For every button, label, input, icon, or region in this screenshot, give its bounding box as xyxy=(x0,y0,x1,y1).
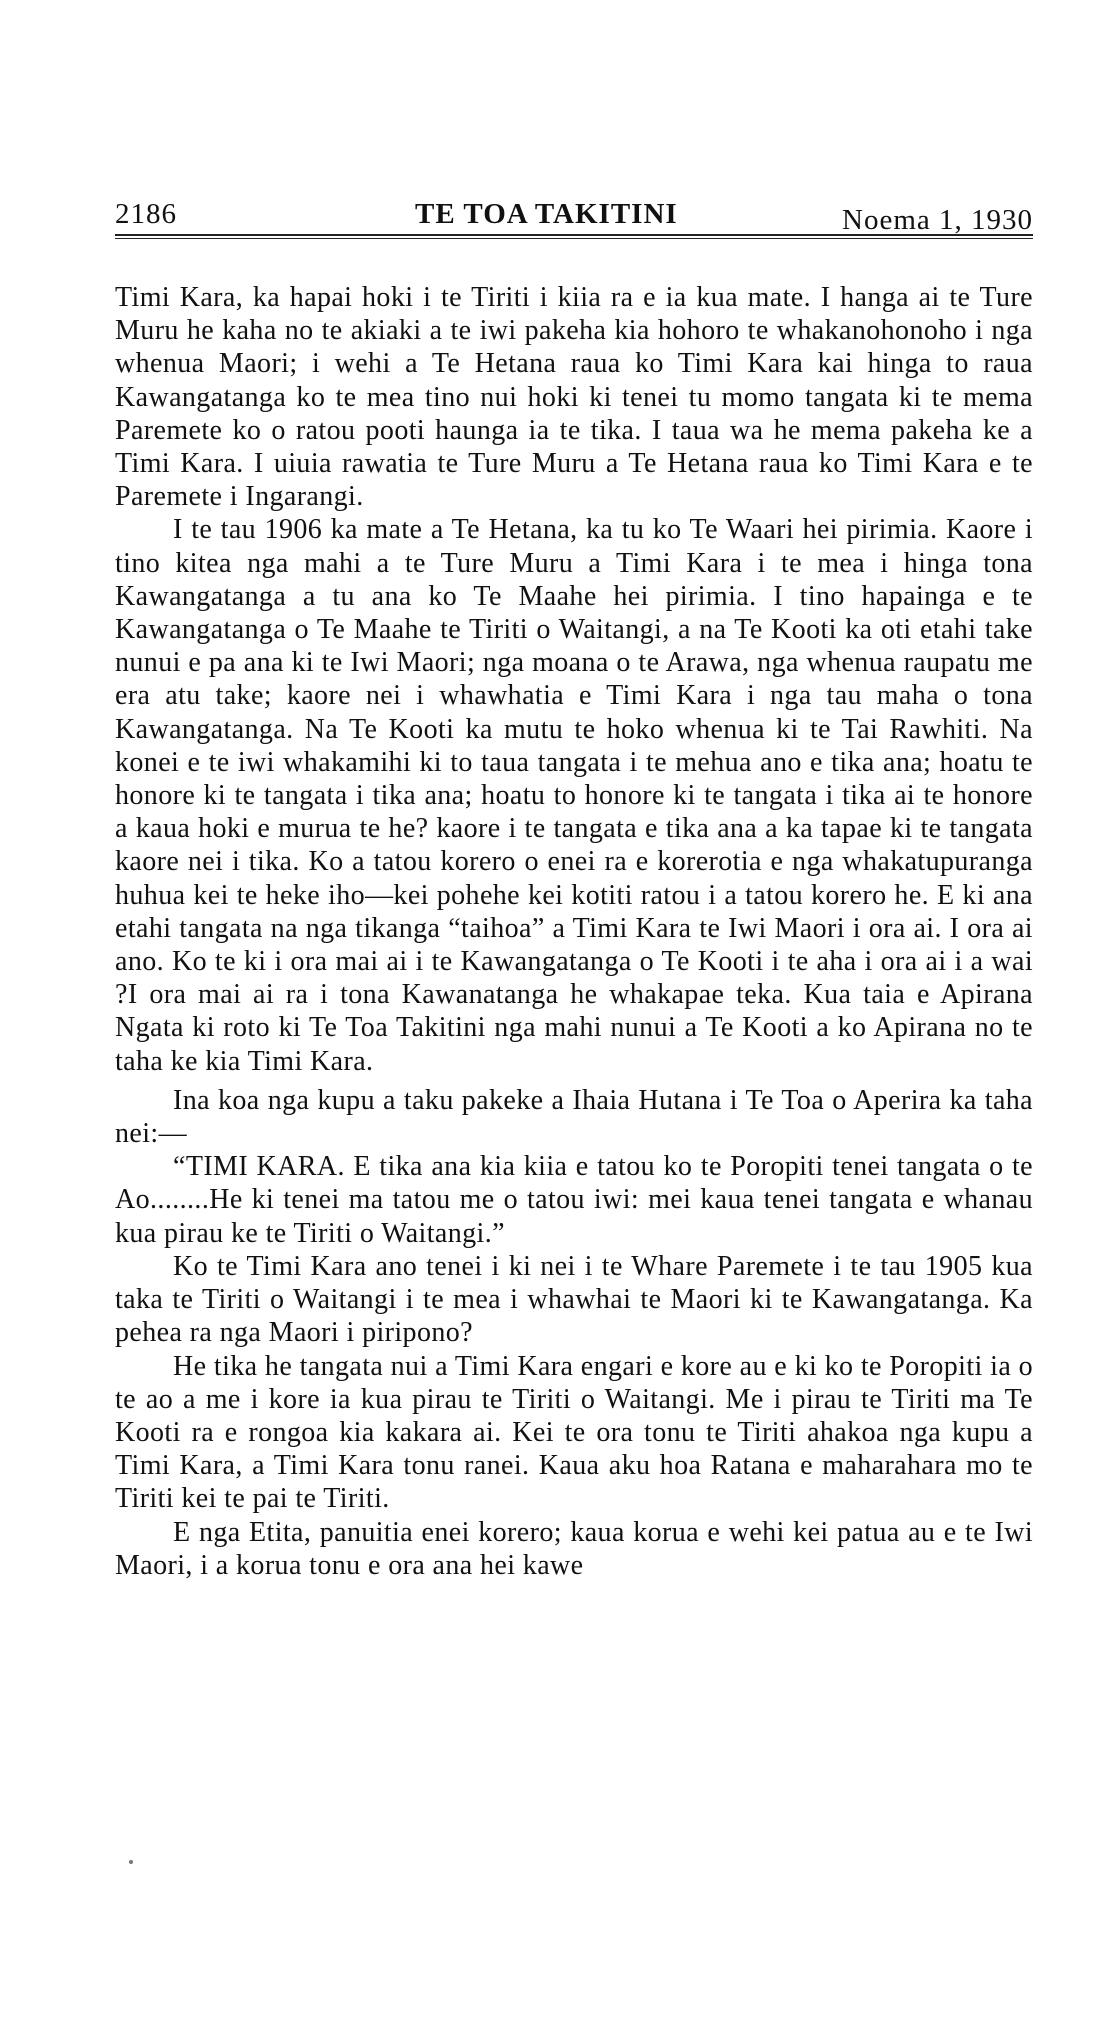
publication-title: TE TOA TAKITINI xyxy=(415,198,678,230)
running-header xyxy=(115,190,1033,236)
paragraph: E nga Etita, panuitia enei korero; kaua korua e wehi kei patua au e te Iwi Maori, i a korua tonu e ora ana hei kawe xyxy=(115,1516,1033,1581)
article-body xyxy=(115,281,1033,1582)
paragraph: Ko te Timi Kara ano tenei i ki nei i te Whare Paremete i te tau 1905 kua taka te Tiriti o Waitangi i te mea i whawhai te Maori ki te Kawangatanga. Ka pehea ra nga Maori i piripono? xyxy=(115,1250,1033,1349)
issue-date: Noema 1, 1930 xyxy=(842,204,1033,236)
paragraph: He tika he tangata nui a Timi Kara engari e kore au e ki ko te Poropiti ia o te ao a me i kore ia kua pirau te Tiriti o Waitangi. Me i pirau te Tiriti ma Te Kooti ra e rongoa kia kakara ai. Kei te ora tonu te Tiriti ahakoa nga kupu a Timi Kara, a Timi Kara tonu ranei. Kaua aku hoa Ratana e maharahara mo te Tiriti kei te pai te Tiriti. xyxy=(115,1350,1033,1515)
page-number: 2186 xyxy=(115,198,177,230)
paragraph: Ina koa nga kupu a taku pakeke a Ihaia Hutana i Te Toa o Aperira ka taha nei:— xyxy=(115,1084,1033,1150)
ink-speck xyxy=(129,1860,133,1864)
newspaper-page xyxy=(115,190,1033,1582)
paragraph: Timi Kara, ka hapai hoki i te Tiriti i kiia ra e ia kua mate. I hanga ai te Ture Muru he kaha no te akiaki a te iwi pakeha kia hohoro te whakanohonoho i nga whenua Maori; i wehi a Te Hetana raua ko Timi Kara kai hinga to raua Kawangatanga ko te mea tino nui hoki ki tenei tu momo tangata ki te mema Paremete ko o ratou pooti haunga ia te tika. I taua wa he mema pakeha ke a Timi Kara. I uiuia rawatia te Ture Muru a Te Hetana raua ko Timi Kara e te Paremete i Ingarangi. xyxy=(115,282,1033,513)
quoted-paragraph: “TIMI KARA. E tika ana kia kiia e tatou ko te Poropiti tenei tangata o te Ao........He ki tenei ma tatou me o tatou iwi: mei kaua tenei tangata e whanau kua pirau ke te Tiriti o Waitangi.” xyxy=(115,1151,1033,1249)
paragraph: I te tau 1906 ka mate a Te Hetana, ka tu ko Te Waari hei pirimia. Kaore i tino kitea nga mahi a te Ture Muru a Timi Kara i te mea i hinga tona Kawangatanga a tu ana ko Te Maahe hei pirimia. I tino hapainga e te Kawangatanga o Te Maahe te Tiriti o Waitangi, a na Te Kooti ka oti etahi take nunui e pa ana ki te Iwi Maori; nga moana o te Arawa, nga whenua raupatu me era atu take; kaore nei i whawhatia e Timi Kara i nga tau maha o tona Kawangatanga. Na Te Kooti ka mutu te hoko whenua ki te Tai Rawhiti. Na konei e te iwi whakamihi ki to taua tangata i te mehua ano e tika ana; hoatu te honore ki te tangata i tika ana; hoatu to honore ki te tangata i tika ai te honore a kaua hoki e murua te he? kaore i te tangata e tika ana a ka tapae ki te tangata kaore nei i tika. Ko a tatou korero o enei ra e korerotia e nga whakatupuranga huhua kei te heke iho—kei pohehe kei kotiti ratou i a tatou korero he. E ki ana etahi tangata na nga tikanga “taihoa” a Timi Kara te Iwi Maori i ora ai. I ora ai ano. Ko te ki i ora mai ai i te Kawangatanga o Te Kooti i te aha i ora ai i a wai ?I ora mai ai ra i tona Kawanatanga he whakapae teka. Kua taia e Apirana Ngata ki roto ki Te Toa Takitini nga mahi nunui a Te Kooti a ko Apirana no te taha ke kia Timi Kara. xyxy=(115,514,1033,1077)
